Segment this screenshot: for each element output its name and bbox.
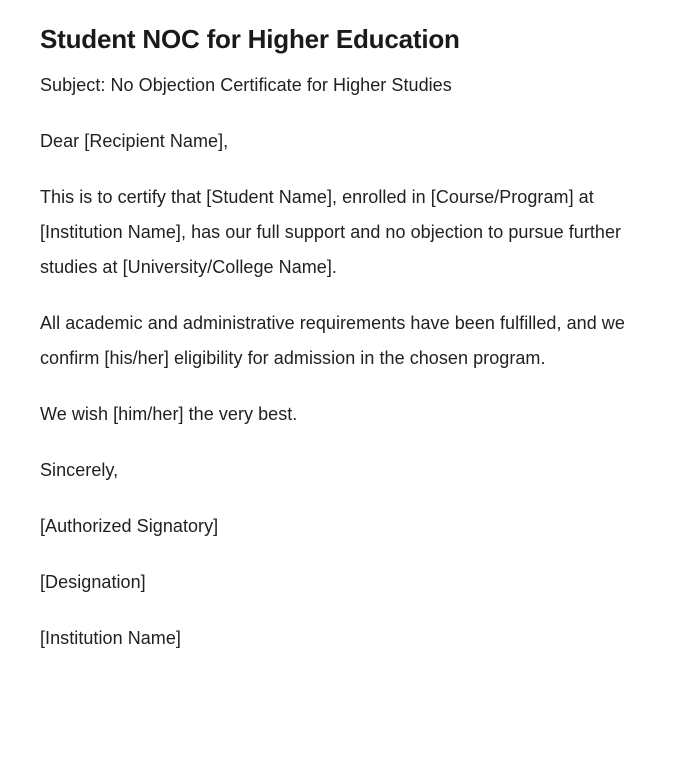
well-wishes-paragraph: We wish [him/her] the very best.: [40, 404, 298, 424]
page-title: Student NOC for Higher Education: [40, 24, 460, 54]
designation-line: [Designation]: [40, 572, 146, 592]
subject-line: Subject: No Objection Certificate for Higher Studies: [40, 75, 452, 95]
signatory-line: [Authorized Signatory]: [40, 516, 219, 536]
salutation: Dear [Recipient Name],: [40, 131, 229, 151]
closing-salutation: Sincerely,: [40, 460, 119, 480]
certification-paragraph: This is to certify that [Student Name], enrolled in [Course/Program] at [Institution Name], has our full support and no objection to pursue further studies at [University/College Name].: [40, 187, 622, 277]
document-body: [40, 68, 642, 656]
institution-line: [Institution Name]: [40, 628, 181, 648]
requirements-paragraph: All academic and administrative requirements have been fulfilled, and we confirm [his/her] eligibility for admission in the chosen program.: [40, 313, 625, 368]
